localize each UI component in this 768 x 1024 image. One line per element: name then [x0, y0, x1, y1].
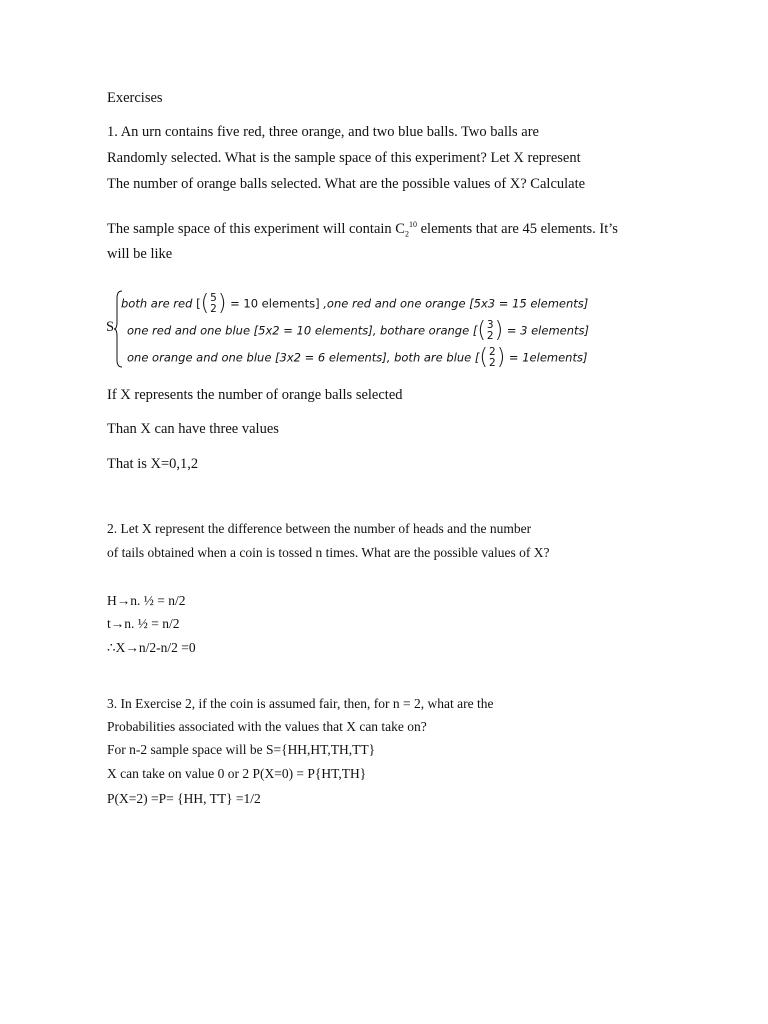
x-explanation-line-2: Than X can have three values	[107, 421, 279, 437]
q3-answer-line-1: For n-2 sample space will be S={HH,HT,TH,TT}	[107, 742, 376, 757]
combination-subscript: 2	[404, 229, 409, 239]
binomial-2-choose-2: ( 2 2 )	[479, 345, 506, 370]
sample-space-row-1	[121, 293, 588, 315]
q1-text-line-2: Randomly selected. What is the sample space of this experiment? Let X represent	[107, 150, 581, 166]
combination-superscript: 10	[408, 220, 417, 229]
q1-text-line-1: 1. An urn contains five red, three orange, and two blue balls. Two balls are	[107, 124, 539, 140]
binom-bottom: 2	[486, 330, 494, 342]
row1-text-a: both are red	[121, 296, 197, 311]
q1-text-line-3: The number of orange balls selected. What are the possible values of X? Calculate	[107, 176, 586, 192]
binom-top: 5	[210, 292, 217, 304]
binom-bottom: 2	[489, 357, 496, 369]
binom-top: 3	[486, 319, 494, 331]
binomial-5-choose-2: ( 5 2 )	[200, 291, 227, 316]
set-label: S	[106, 319, 115, 335]
q2-answer-line-2: t→n. ½ = n/2	[107, 616, 180, 631]
q3-text-line-2: Probabilities associated with the values that X can take on?	[107, 719, 427, 734]
row3-text-a: one orange and one blue [3x2 = 6 elements], both are blue [	[127, 350, 480, 365]
row1-close-bracket: ]	[315, 296, 320, 311]
row2-text-b: = 3 elements]	[503, 323, 590, 338]
q1-answer-line-2: will be like	[107, 246, 173, 262]
binom-bottom: 2	[210, 303, 217, 315]
binom-top: 2	[489, 346, 496, 358]
q1-answer-text-b: elements that are 45 elements. It’s	[416, 220, 618, 237]
q3-answer-line-3: P(X=2) =P= {HH, TT} =1/2	[107, 791, 261, 806]
q3-text-line-1: 3. In Exercise 2, if the coin is assumed fair, then, for n = 2, what are the	[107, 696, 494, 711]
q1-answer-text-a: The sample space of this experiment will contain C	[107, 220, 405, 237]
row3-text-b: = 1elements]	[505, 350, 588, 365]
q2-text-line-2: of tails obtained when a coin is tossed n times. What are the possible values of X?	[107, 545, 550, 560]
page-title: Exercises	[107, 90, 163, 106]
q1-answer-line-1	[107, 221, 618, 239]
sample-space-row-3	[127, 347, 587, 369]
x-explanation-line-3: That is X=0,1,2	[107, 456, 199, 472]
q2-text-line-1: 2. Let X represent the difference between the number of heads and the number	[107, 521, 532, 536]
q3-answer-line-2: X can take on value 0 or 2 P(X=0) = P{HT,TH}	[107, 766, 367, 781]
row2-text-a: one red and one blue [5x2 = 10 elements], bothare orange [	[127, 323, 478, 338]
row1-text-c: ,one red and one orange [5x3 = 15 elements]	[319, 296, 589, 311]
x-explanation-line-1: If X represents the number of orange balls selected	[107, 387, 403, 403]
row1-text-b: = 10 elements	[226, 296, 316, 311]
sample-space-row-2	[127, 320, 589, 342]
q2-answer-line-3: ∴X→n/2-n/2 =0	[107, 640, 196, 655]
binomial-3-choose-2: ( 3 2 )	[477, 318, 504, 343]
row1-open-bracket: [	[196, 296, 201, 311]
q2-answer-line-1: H→n. ½ = n/2	[107, 593, 186, 608]
